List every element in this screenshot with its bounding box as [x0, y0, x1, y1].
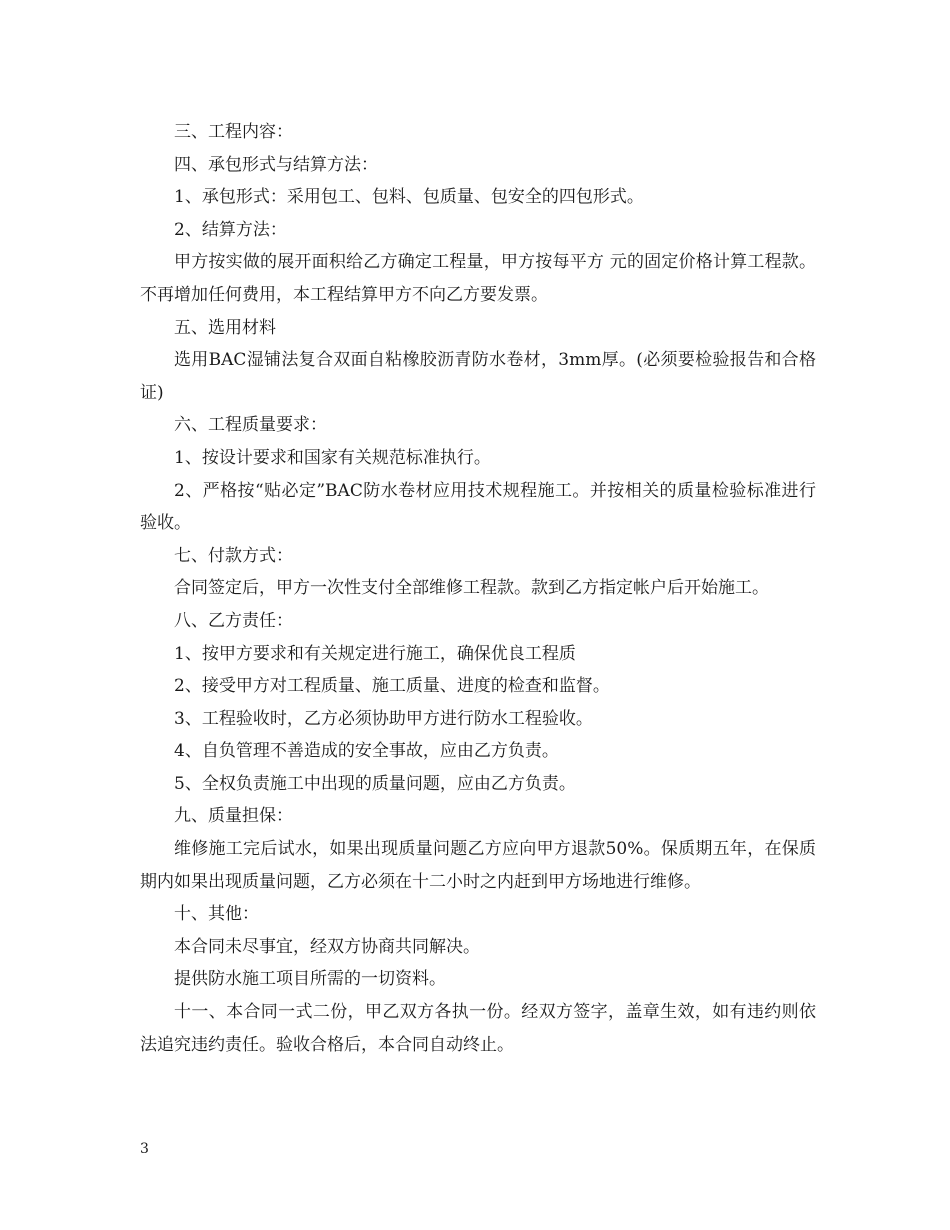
section-heading-engineering-content: 三、工程内容：: [174, 122, 293, 142]
materials-text: 选用BAC湿铺法复合双面自粘橡胶沥青防水卷材，3mm厚。(必须要检验报告和合格证): [140, 350, 816, 403]
quality-requirement-item: 1、按设计要求和国家有关规范标准执行。: [174, 447, 491, 468]
settlement-method-text: 甲方按实做的展开面积给乙方确定工程量，甲方按每平方 元的固定价格计算工程款。不再增加任何费用，本工程结算甲方不向乙方要发票。: [140, 252, 816, 305]
other-item: 提供防水施工项目所需的一切资料。: [174, 969, 446, 990]
settlement-method-heading: 2、结算方法：: [174, 219, 287, 240]
quality-requirement-item: 2、严格按“贴必定”BAC防水卷材应用技术规程施工。并按相关的质量检验标准进行验收。: [140, 480, 816, 534]
section-heading-contract-settlement: 四、承包形式与结算方法：: [174, 154, 378, 175]
party-b-duty-item: 3、工程验收时，乙方必须协助甲方进行防水工程验收。: [174, 708, 593, 729]
section-heading-other: 十、其他：: [174, 904, 259, 925]
payment-text: 合同签定后，甲方一次性支付全部维修工程款。款到乙方指定帐户后开始施工。: [174, 578, 769, 599]
party-b-duty-item: 1、按甲方要求和有关规定进行施工，确保优良工程质: [174, 643, 576, 664]
section-heading-party-b-duties: 八、乙方责任：: [174, 610, 293, 631]
page-number: 3: [140, 1141, 149, 1157]
quality-guarantee-text: 维修施工完后试水，如果出现质量问题乙方应向甲方退款50%。保质期五年，在保质期内如果出现质量问题，乙方必须在十二小时之内赶到甲方场地进行维修。: [140, 839, 816, 892]
section-heading-materials: 五、选用材料: [174, 317, 276, 338]
document-body: [140, 116, 816, 1061]
section-heading-payment: 七、付款方式：: [174, 545, 293, 566]
section-heading-quality-guarantee: 九、质量担保：: [174, 806, 293, 827]
contract-form-item: 1、承包形式：采用包工、包料、包质量、包安全的四包形式。: [174, 187, 644, 208]
party-b-duty-item: 4、自负管理不善造成的安全事故，应由乙方负责。: [174, 741, 559, 762]
other-item: 本合同未尽事宜，经双方协商共同解决。: [174, 936, 480, 957]
contract-copies-clause: 十一、本合同一式二份，甲乙双方各执一份。经双方签字，盖章生效，如有违约则依法追究违约责任。验收合格后，本合同自动终止。: [140, 1002, 816, 1055]
party-b-duty-item: 2、接受甲方对工程质量、施工质量、进度的检查和监督。: [174, 676, 610, 697]
party-b-duty-item: 5、全权负责施工中出现的质量问题，应由乙方负责。: [174, 773, 576, 794]
section-heading-quality-requirements: 六、工程质量要求：: [174, 415, 327, 436]
